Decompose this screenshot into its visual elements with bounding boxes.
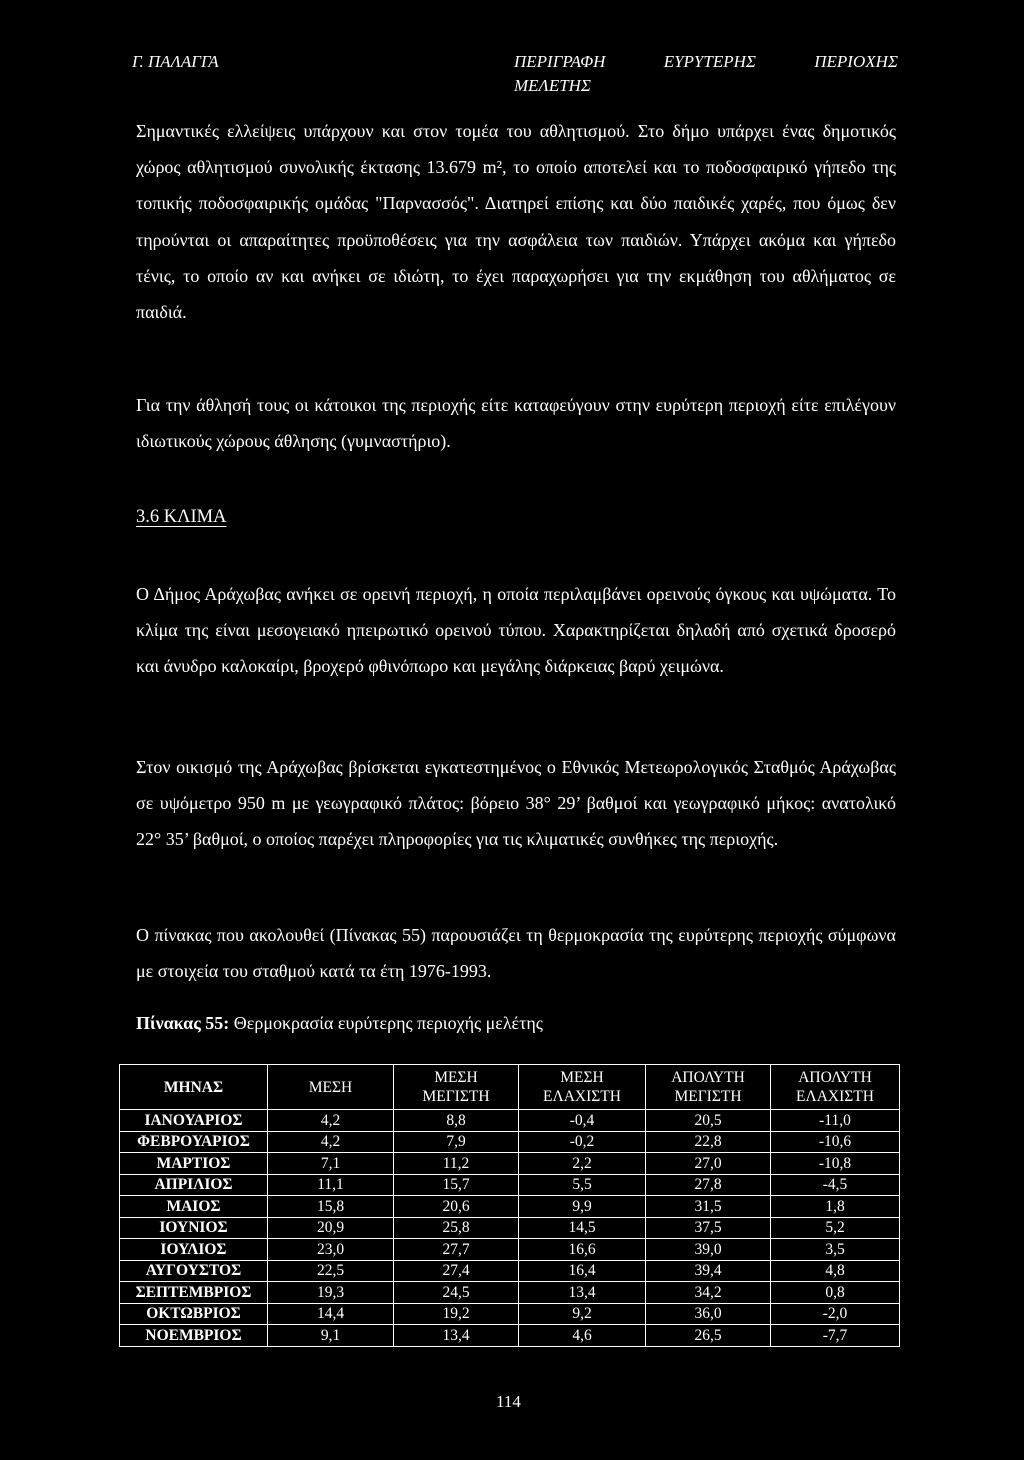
value-cell: 27,0	[646, 1153, 771, 1175]
header-word: ΠΕΡΙΓΡΑΦΗ	[514, 52, 606, 71]
month-cell: ΣΕΠΤΕΜΒΡΙΟΣ	[120, 1282, 268, 1304]
value-cell: 24,5	[394, 1282, 519, 1304]
value-cell: 14,4	[268, 1303, 394, 1325]
month-cell: ΑΠΡΙΛΙΟΣ	[120, 1174, 268, 1196]
paragraph-weather-station: Στον οικισμό της Αράχωβας βρίσκεται εγκατεστημένος ο Εθνικός Μετεωρολογικός Σταθμός Αράχωβας σε υψόμετρο 950 m με γεωγραφικό πλάτος: βόρειο 38° 29’ βαθμοί και γεωγραφικό μήκος: ανατολικό 22° 35’ βαθμοί, ο οποίος παρέχει πληροφορίες για τις κλιματικές συνθήκες της περιοχής.	[136, 757, 896, 850]
value-cell: 36,0	[646, 1303, 771, 1325]
value-cell: 9,2	[519, 1303, 646, 1325]
header-cell-abs-min: ΑΠΟΛΥΤΗ ΕΛΑΧΙΣΤΗ	[771, 1065, 900, 1110]
month-cell: ΝΟΕΜΒΡΙΟΣ	[120, 1325, 268, 1347]
value-cell: 14,5	[519, 1217, 646, 1239]
value-cell: 31,5	[646, 1196, 771, 1218]
value-cell: 0,8	[771, 1282, 900, 1304]
month-cell: ΟΚΤΩΒΡΙΟΣ	[120, 1303, 268, 1325]
table-caption-text: Θερμοκρασία ευρύτερης περιοχής μελέτης	[229, 1013, 543, 1033]
value-cell: 39,4	[646, 1260, 771, 1282]
value-cell: 15,8	[268, 1196, 394, 1218]
table-row	[120, 1282, 900, 1304]
month-cell: ΦΕΒΡΟΥΑΡΙΟΣ	[120, 1131, 268, 1153]
header-cell-month: ΜΗΝΑΣ	[120, 1065, 268, 1110]
value-cell: 11,1	[268, 1174, 394, 1196]
value-cell: 1,8	[771, 1196, 900, 1218]
paragraph-sports: Σημαντικές ελλείψεις υπάρχουν και στον τομέα του αθλητισμού. Στο δήμο υπάρχει ένας δημοτικός χώρος αθλητισμού συνολικής έκτασης 13.679 m², το οποίο αποτελεί και το ποδοσφαιρικό γήπεδο της τοπικής ποδοσφαιρικής ομάδας "Παρνασσός". Διατηρεί επίσης και δύο παιδικές χαρές, που όμως δεν τηρούνται οι απαραίτητες προϋποθέσεις για την ασφάλεια των παιδιών. Υπάρχει ακόμα και γήπεδο τένις, το οποίο αν και ανήκει σε ιδιώτη, το έχει παραχωρήσει για την εκμάθηση του αθλήματος σε παιδιά.	[136, 121, 896, 323]
value-cell: 20,9	[268, 1217, 394, 1239]
value-cell: 27,7	[394, 1239, 519, 1261]
table-row	[120, 1131, 900, 1153]
paragraph-sports-residents: Για την άθλησή τους οι κάτοικοι της περιοχής είτε καταφεύγουν στην ευρύτερη περιοχή είτε επιλέγουν ιδιωτικούς χώρους άθλησης (γυμναστήριο).	[136, 395, 896, 452]
table-row	[120, 1260, 900, 1282]
value-cell: 8,8	[394, 1110, 519, 1132]
value-cell: -2,0	[771, 1303, 900, 1325]
table-row	[120, 1239, 900, 1261]
value-cell: 16,4	[519, 1260, 646, 1282]
value-cell: 20,6	[394, 1196, 519, 1218]
header-cell-mean-min: ΜΕΣΗ ΕΛΑΧΙΣΤΗ	[519, 1065, 646, 1110]
month-cell: ΜΑΡΤΙΟΣ	[120, 1153, 268, 1175]
value-cell: 11,2	[394, 1153, 519, 1175]
header-word: ΕΥΡΥΤΕΡΗΣ	[663, 52, 756, 71]
value-cell: 2,2	[519, 1153, 646, 1175]
table-header-row	[120, 1065, 900, 1110]
value-cell: -10,8	[771, 1153, 900, 1175]
month-cell: ΑΥΓΟΥΣΤΟΣ	[120, 1260, 268, 1282]
table-row	[120, 1325, 900, 1347]
value-cell: 22,8	[646, 1131, 771, 1153]
table-row	[120, 1174, 900, 1196]
value-cell: 22,5	[268, 1260, 394, 1282]
value-cell: 25,8	[394, 1217, 519, 1239]
value-cell: 4,6	[519, 1325, 646, 1347]
value-cell: -4,5	[771, 1174, 900, 1196]
value-cell: 19,3	[268, 1282, 394, 1304]
value-cell: 7,1	[268, 1153, 394, 1175]
header-word: ΜΕΛΕΤΗΣ	[514, 76, 592, 95]
page-number: 114	[496, 1392, 521, 1411]
value-cell: 3,5	[771, 1239, 900, 1261]
value-cell: -0,2	[519, 1131, 646, 1153]
value-cell: 4,2	[268, 1110, 394, 1132]
paragraph-climate: Ο Δήμος Αράχωβας ανήκει σε ορεινή περιοχή, η οποία περιλαμβάνει ορεινούς όγκους και υψώματα. Το κλίμα της είναι μεσογειακό ηπειρωτικό ορεινού τύπου. Χαρακτηρίζεται δηλαδή από σχετικά δροσερό και άνυδρο καλοκαίρι, βροχερό φθινόπωρο και μεγάλης διάρκειας βαρύ χειμώνα.	[136, 584, 896, 677]
header-cell-abs-max: ΑΠΟΛΥΤΗ ΜΕΓΙΣΤΗ	[646, 1065, 771, 1110]
table-caption	[136, 1013, 543, 1034]
value-cell: 20,5	[646, 1110, 771, 1132]
table-row	[120, 1153, 900, 1175]
value-cell: 27,4	[394, 1260, 519, 1282]
header-word: ΠΕΡΙΟΧΗΣ	[814, 52, 898, 71]
value-cell: 4,2	[268, 1131, 394, 1153]
value-cell: 5,2	[771, 1217, 900, 1239]
value-cell: 13,4	[394, 1325, 519, 1347]
header-section-title	[514, 52, 898, 96]
month-cell: ΙΟΥΛΙΟΣ	[120, 1239, 268, 1261]
value-cell: -7,7	[771, 1325, 900, 1347]
table-row	[120, 1110, 900, 1132]
value-cell: 39,0	[646, 1239, 771, 1261]
value-cell: 26,5	[646, 1325, 771, 1347]
value-cell: -11,0	[771, 1110, 900, 1132]
value-cell: 23,0	[268, 1239, 394, 1261]
table-row	[120, 1303, 900, 1325]
temperature-table	[119, 1064, 900, 1347]
month-cell: ΙΑΝΟΥΑΡΙΟΣ	[120, 1110, 268, 1132]
value-cell: 13,4	[519, 1282, 646, 1304]
value-cell: 37,5	[646, 1217, 771, 1239]
header-cell-mean-max: ΜΕΣΗ ΜΕΓΙΣΤΗ	[394, 1065, 519, 1110]
table-row	[120, 1196, 900, 1218]
month-cell: ΙΟΥΝΙΟΣ	[120, 1217, 268, 1239]
month-cell: ΜΑΙΟΣ	[120, 1196, 268, 1218]
value-cell: 16,6	[519, 1239, 646, 1261]
value-cell: 7,9	[394, 1131, 519, 1153]
value-cell: -10,6	[771, 1131, 900, 1153]
value-cell: -0,4	[519, 1110, 646, 1132]
value-cell: 27,8	[646, 1174, 771, 1196]
header-cell-mean: ΜΕΣΗ	[268, 1065, 394, 1110]
header-author: Γ. ΠΑΛΑΓΓΑ	[132, 52, 219, 71]
paragraph-table-intro: Ο πίνακας που ακολουθεί (Πίνακας 55) παρουσιάζει τη θερμοκρασία της ευρύτερης περιοχής σύμφωνα με στοιχεία του σταθμού κατά τα έτη 1976-1993.	[136, 925, 896, 982]
value-cell: 15,7	[394, 1174, 519, 1196]
value-cell: 9,9	[519, 1196, 646, 1218]
value-cell: 5,5	[519, 1174, 646, 1196]
section-heading-climate: 3.6 ΚΛΙΜΑ	[136, 507, 227, 527]
value-cell: 9,1	[268, 1325, 394, 1347]
value-cell: 34,2	[646, 1282, 771, 1304]
table-row	[120, 1217, 900, 1239]
value-cell: 4,8	[771, 1260, 900, 1282]
value-cell: 19,2	[394, 1303, 519, 1325]
table-caption-label: Πίνακας 55:	[136, 1013, 230, 1033]
